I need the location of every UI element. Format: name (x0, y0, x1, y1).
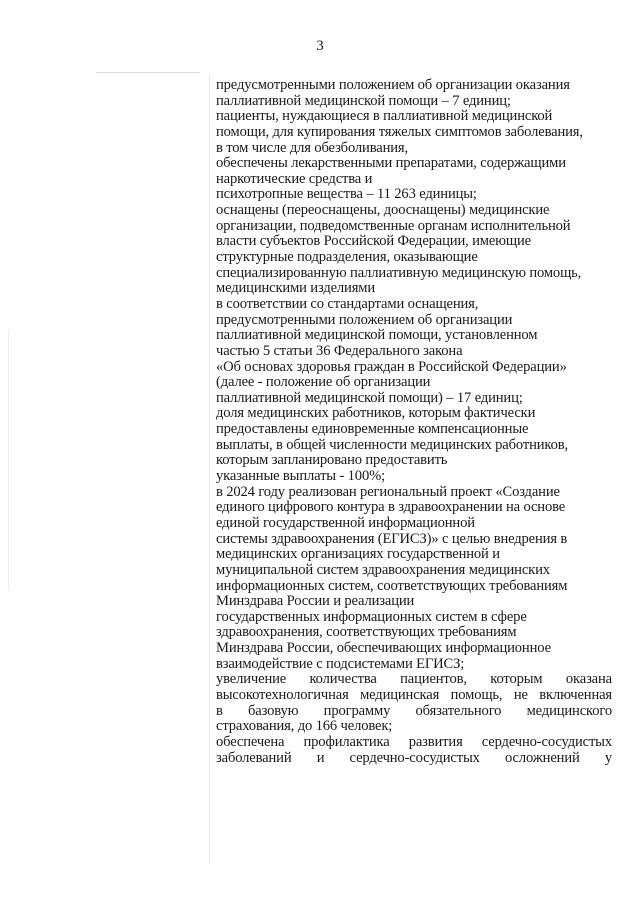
text-line: в 2024 году реализован региональный проект «Создание (216, 484, 560, 500)
text-line: увеличение количества пациентов, которым оказана (216, 672, 612, 688)
text-line: помощи, для купирования тяжелых симптомов заболевания, (216, 124, 583, 140)
text-line: обеспечены лекарственными препаратами, содержащими (216, 156, 566, 172)
text-line: предоставлены единовременные компенсационные (216, 422, 529, 438)
text-line: в том числе для обезболивания, (216, 140, 408, 156)
text-line: организации, подведомственные органам исполнительной (216, 218, 571, 234)
text-line: единого цифрового контура в здравоохранении на основе (216, 500, 566, 516)
document-body (216, 78, 612, 766)
page-number: 3 (316, 38, 324, 54)
text-line: медицинских организациях государственной и (216, 547, 500, 563)
text-line: психотропные вещества – 11 263 единицы; (216, 187, 477, 203)
text-line: здравоохранения, соответствующих требованиям (216, 625, 517, 641)
text-line: медицинскими изделиями (216, 281, 376, 297)
text-line: паллиативной медицинской помощи) – 17 единиц; (216, 390, 523, 406)
text-line: государственных информационных систем в сфере (216, 609, 527, 625)
text-line: системы здравоохранения (ЕГИСЗ)» с целью внедрения в (216, 531, 568, 547)
text-line: предусмотренными положением об организации (216, 312, 513, 328)
text-line: частью 5 статьи 36 Федерального закона (216, 343, 463, 359)
text-line: специализированную паллиативную медицинскую помощь, (216, 265, 582, 281)
text-line: обеспечена профилактика развития сердечно-сосудистых (216, 734, 612, 750)
text-line: (далее - положение об организации (216, 375, 431, 391)
text-line: муниципальной систем здравоохранения медицинских (216, 562, 550, 578)
text-line: Минздрава России и реализации (216, 594, 415, 610)
text-line: «Об основах здоровья граждан в Российской Федерации» (216, 359, 567, 375)
text-line: предусмотренными положением об организации оказания (216, 78, 570, 93)
text-line: страхования, до 166 человек; (216, 719, 393, 735)
text-line: наркотические средства и (216, 171, 373, 187)
text-line: Минздрава России, обеспечивающих информационное (216, 641, 551, 657)
text-line: оснащены (переоснащены, дооснащены) медицинские (216, 203, 550, 219)
text-line: единой государственной информационной (216, 515, 475, 531)
text-line: информационных систем, соответствующих требованиям (216, 578, 568, 594)
text-line: пациенты, нуждающиеся в паллиативной медицинской (216, 109, 553, 125)
text-line: выплаты, в общей численности медицинских работников, (216, 437, 568, 453)
text-line: паллиативной медицинской помощи, установленном (216, 328, 538, 344)
scan-line-left (209, 74, 210, 864)
text-line: доля медицинских работников, которым фактически (216, 406, 536, 422)
scan-line-top (96, 72, 200, 73)
text-line: высокотехнологичная медицинская помощь, не включенная (216, 687, 612, 703)
text-line: паллиативной медицинской помощи – 7 единиц; (216, 93, 511, 109)
text-line: указанные выплаты - 100%; (216, 469, 386, 485)
text-line: в базовую программу обязательного медицинского (216, 703, 612, 719)
scan-line-edge (8, 330, 9, 590)
text-line: власти субъектов Российской Федерации, имеющие (216, 234, 532, 250)
text-line: структурные подразделения, оказывающие (216, 250, 478, 266)
text-line: в соответствии со стандартами оснащения, (216, 296, 479, 312)
text-line: заболеваний и сердечно-сосудистых осложнений у (216, 750, 612, 766)
text-line: взаимодействие с подсистемами ЕГИСЗ; (216, 656, 465, 672)
text-line: которым запланировано предоставить (216, 453, 448, 469)
